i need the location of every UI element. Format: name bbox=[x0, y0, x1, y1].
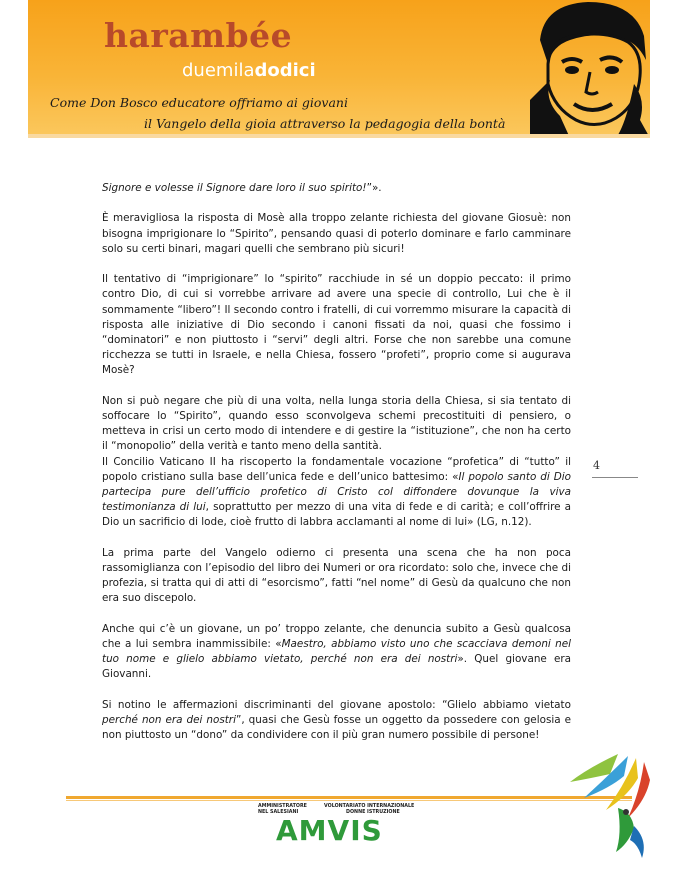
paragraph-8 bbox=[102, 698, 571, 744]
brand-title: harambée bbox=[104, 16, 293, 55]
paragraph-7-start: Anche qui c’è un giovane, un po’ troppo zelante, che denuncia subito a Gesù qualcosa che a lui sembra inammissibile: « bbox=[102, 622, 571, 651]
year-title bbox=[182, 60, 316, 81]
paragraph-5-start: Il Concilio Vaticano II ha riscoperto la fondamentale vocazione “profetica” di “tutto” il popolo cristiano sulla base dell’unica fede e dell’unico battesimo: « bbox=[102, 455, 571, 483]
footer-divider-thin bbox=[66, 800, 632, 801]
logo-small-left: AMMINISTRATORE bbox=[258, 804, 307, 809]
paragraph-3: Il tentativo di “imprigionare” lo “spirito” racchiude in sé un doppio peccato: il primo contro Dio, di cui si vorrebbe arrivare ad avere una specie di controllo, Lui che è il sommamente “libero”! Il secondo contro i fratelli, di cui vorremmo misurare la capacità di risposta alle iniziative di Dio secondo i canoni fissati da noi, quasi che fossimo i “dominatori” e non piuttosto i “servi” degli altri. Forse che non sarebbe una comune ricchezza se tutti in Israele, e nella Chiesa, fossero “profeti”, proprio come si augurava Mosè? bbox=[102, 273, 571, 377]
motto-line-2: il Vangelo della gioia attraverso la pedagogia della bontà bbox=[144, 116, 506, 131]
year-prefix: duemila bbox=[182, 60, 255, 81]
paragraph-5-end: , soprattutto per mezzo di una vita di fede e di carità; e coll’offrire a Dio un sacrificio di lode, cioè frutto di labbra acclamanti al nome di lui» (LG, n.12). bbox=[102, 501, 572, 529]
paragraph-7-end: ». Quel giovane era Giovanni. bbox=[102, 653, 571, 681]
paragraph-1-italic: Signore e volesse il Signore dare loro il suo spirito! bbox=[102, 182, 367, 194]
paragraph-5 bbox=[102, 455, 571, 531]
don-bosco-portrait-image bbox=[530, 0, 650, 138]
footer-divider bbox=[66, 796, 632, 799]
paragraph-8-start: Si notino le affermazioni discriminanti del giovane apostolo: “Glielo abbiamo vietato bbox=[102, 698, 571, 711]
logo-small-left-2: NEL SALESIANI bbox=[258, 810, 299, 815]
paragraph-8-italic: perché non era dei nostri bbox=[102, 714, 236, 727]
paragraph-6: La prima parte del Vangelo odierno ci presenta una scena che ha non poca rassomiglianza con l’episodio del libro dei Numeri or ora ricordato: solo che, invece che di profezia, si tratta qui di atti di “esorcismo”, fatti “nel nome” di Gesù da qualcuno che non era suo discepolo. bbox=[102, 546, 571, 605]
header-bottom-stripe bbox=[28, 134, 650, 138]
paragraph-7-quote: Maestro, abbiamo visto uno che scacciava demoni nel tuo nome e glielo abbiamo vietato, perché non era dei nostri bbox=[102, 638, 571, 666]
logo-text: AMVIS bbox=[276, 814, 383, 847]
page-header bbox=[28, 0, 650, 138]
paragraph-5-quote: Il popolo santo di Dio partecipa pure dell’ufficio profetico di Cristo col diffondere dovunque la viva testimonianza di lui bbox=[102, 470, 571, 514]
paragraph-1-end: ”». bbox=[366, 182, 382, 194]
body-text bbox=[102, 181, 571, 759]
page-number: 4 bbox=[593, 459, 600, 472]
paragraph-8-end: ”, quasi che Gesù fosse un oggetto da possedere con gelosia e non piuttosto un “dono” da condividere con il più gran numero possibile di persone! bbox=[102, 714, 571, 742]
paragraph-1 bbox=[102, 181, 571, 196]
colorful-bird-icon bbox=[558, 748, 658, 860]
paragraph-4: Non si può negare che più di una volta, nella lunga storia della Chiesa, si sia tentato di soffocare lo “Spirito”, quando esso sconvolgeva schemi precostituiti di pensiero, o metteva in crisi un certo modo di intendere e di gestire la “istituzione”, che non ha certo il “monopolio” della verità e tanto meno della santità. bbox=[102, 394, 571, 453]
page-number-rule bbox=[592, 477, 638, 478]
paragraph-2: È meravigliosa la risposta di Mosè alla troppo zelante richiesta del giovane Giosuè: non bisogna imprigionare lo “Spirito”, pensando quasi di poterlo dominare e farlo camminare solo su certi binari, magari quelli che sembrano più sicuri! bbox=[102, 212, 571, 255]
paragraph-7 bbox=[102, 622, 571, 683]
amvis-logo bbox=[258, 804, 418, 860]
year-bold: dodici bbox=[254, 60, 316, 81]
logo-small-right: VOLONTARIATO INTERNAZIONALE bbox=[324, 804, 415, 809]
logo-small-right-2: DONNE ISTRUZIONE bbox=[346, 810, 400, 815]
motto-line-1: Come Don Bosco educatore offriamo ai giovani bbox=[50, 95, 348, 110]
